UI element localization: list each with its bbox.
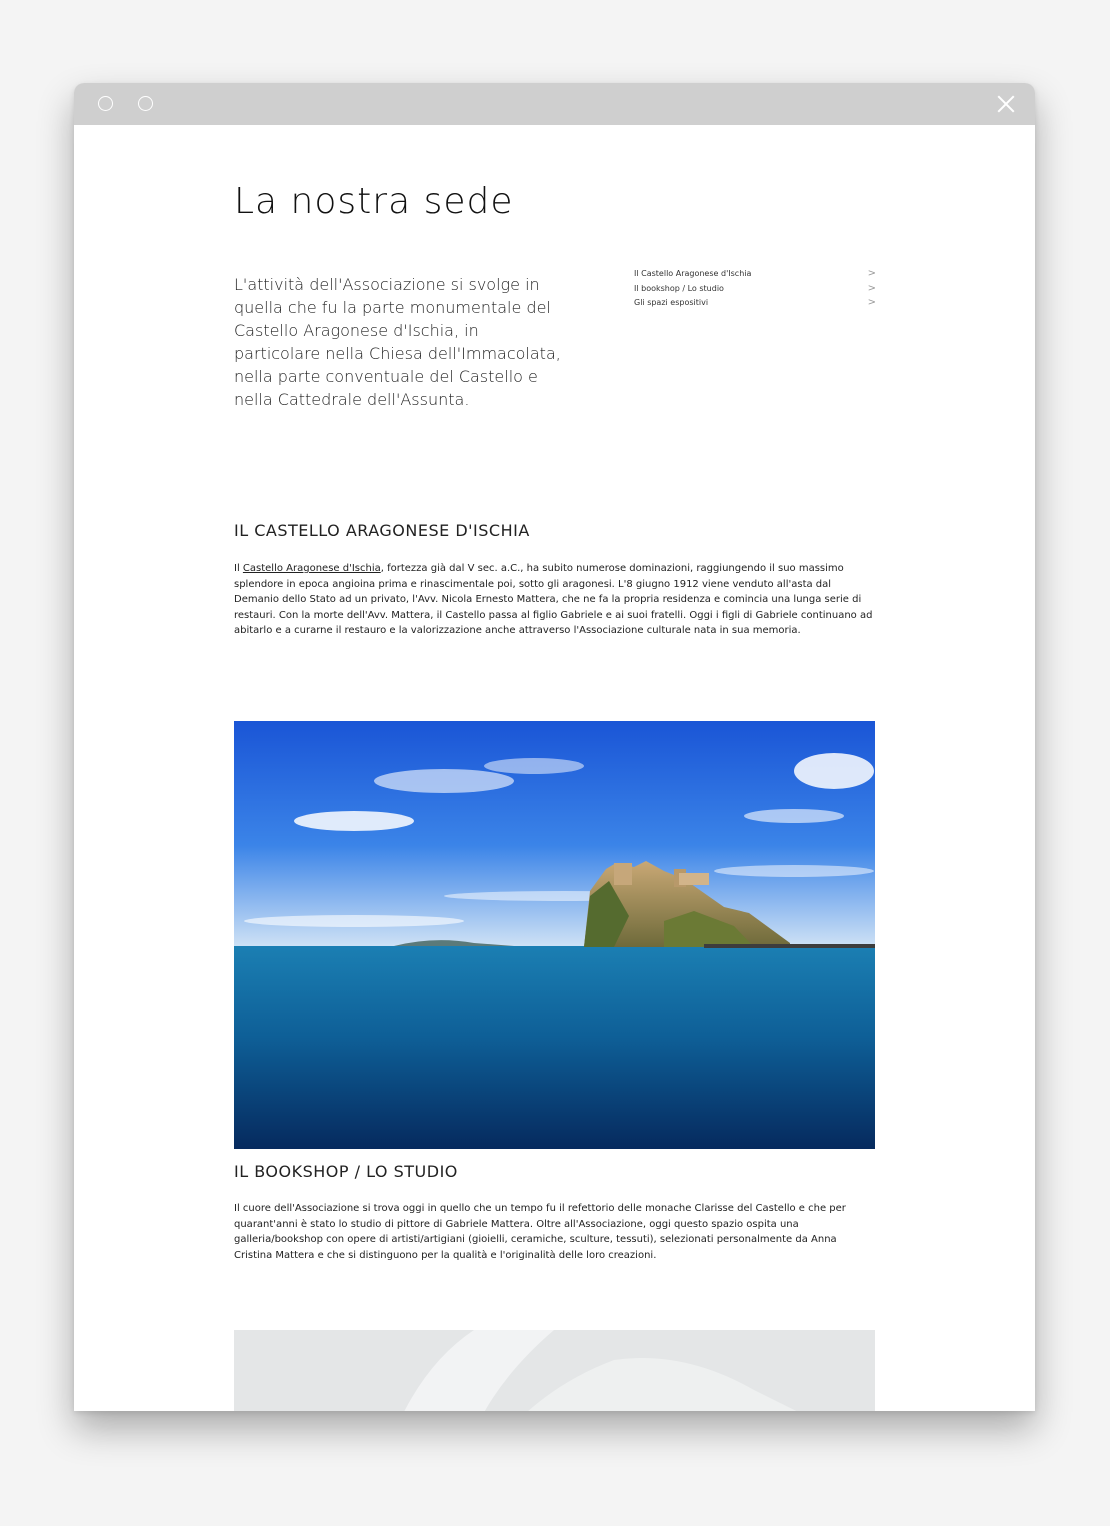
page-title: La nostra sede [234, 181, 514, 222]
chevron-right-icon: > [867, 282, 876, 294]
section-text-castello [234, 561, 875, 639]
section-title-castello: IL CASTELLO ARAGONESE D'ISCHIA [234, 521, 530, 540]
studio-photo [234, 1330, 875, 1411]
nav-item-bookshop[interactable] [634, 282, 876, 297]
chevron-right-icon: > [867, 297, 876, 308]
window-titlebar [74, 83, 1035, 125]
window-circle-icon[interactable] [138, 96, 153, 111]
nav-item-label: Gli spazi espositivi [634, 298, 709, 307]
nav-item-label: Il Castello Aragonese d'Ischia [634, 269, 752, 278]
section-nav [634, 267, 876, 311]
castle-photo [234, 721, 875, 1149]
browser-window [74, 83, 1035, 1411]
section-text-bookshop: Il cuore dell'Associazione si trova oggi in quello che un tempo fu il refettorio delle monache Clarisse del Castello e che per quarant'anni è stato lo studio di pittore di Gabriele Mattera. Oltre all'Associazione, oggi questo spazio ospita una galleria/bookshop con opere di artisti/artigiani (gioielli, ceramiche, sculture, tessuti), selezionati personalmente da Anna Cristina Mattera e che si distinguono per la qualità e l'originalità delle loro creazioni. [234, 1203, 846, 1261]
close-icon[interactable] [997, 95, 1015, 113]
window-circle-icon[interactable] [98, 96, 113, 111]
castello-link[interactable]: Castello Aragonese d'Ischia [242, 563, 381, 574]
nav-item-label: Il bookshop / Lo studio [634, 283, 724, 293]
text-fragment: Il [234, 563, 243, 574]
intro-text: L'attività dell'Associazione si svolge in quella che fu la parte monumentale del Castello Aragonese d'Ischia, in particolare nella Chiesa dell'Immacolata, nella parte conventuale del Castello e nella Cattedrale dell'Assunta. [234, 275, 561, 409]
nav-item-castello[interactable] [634, 267, 876, 282]
nav-item-spazi-espositivi[interactable] [634, 296, 876, 311]
section-title-bookshop: IL BOOKSHOP / LO STUDIO [234, 1162, 458, 1181]
text-fragment: , fortezza già dal V sec. a.C., ha subito numerose dominazioni, raggiungendo il suo massimo splendore in epoca angioina prima e rinascimentale poi, sotto gli aragonesi. L'8 giugno 1912 viene venduto all'asta dal Demanio dello Stato ad un privato, l'Avv. Nicola Ernesto Mattera, che ne fa la propria residenza e comincia una lunga serie di restauri. Con la morte dell'Avv. Mattera, il Castello passa al figlio Gabriele e ai suoi fratelli. Oggi i figli di Gabriele continuano ad abitarlo e a curarne il restauro e la valorizzazione anche attraverso l'Associazione culturale nata in sua memoria. [234, 563, 873, 637]
chevron-right-icon: > [867, 268, 876, 279]
